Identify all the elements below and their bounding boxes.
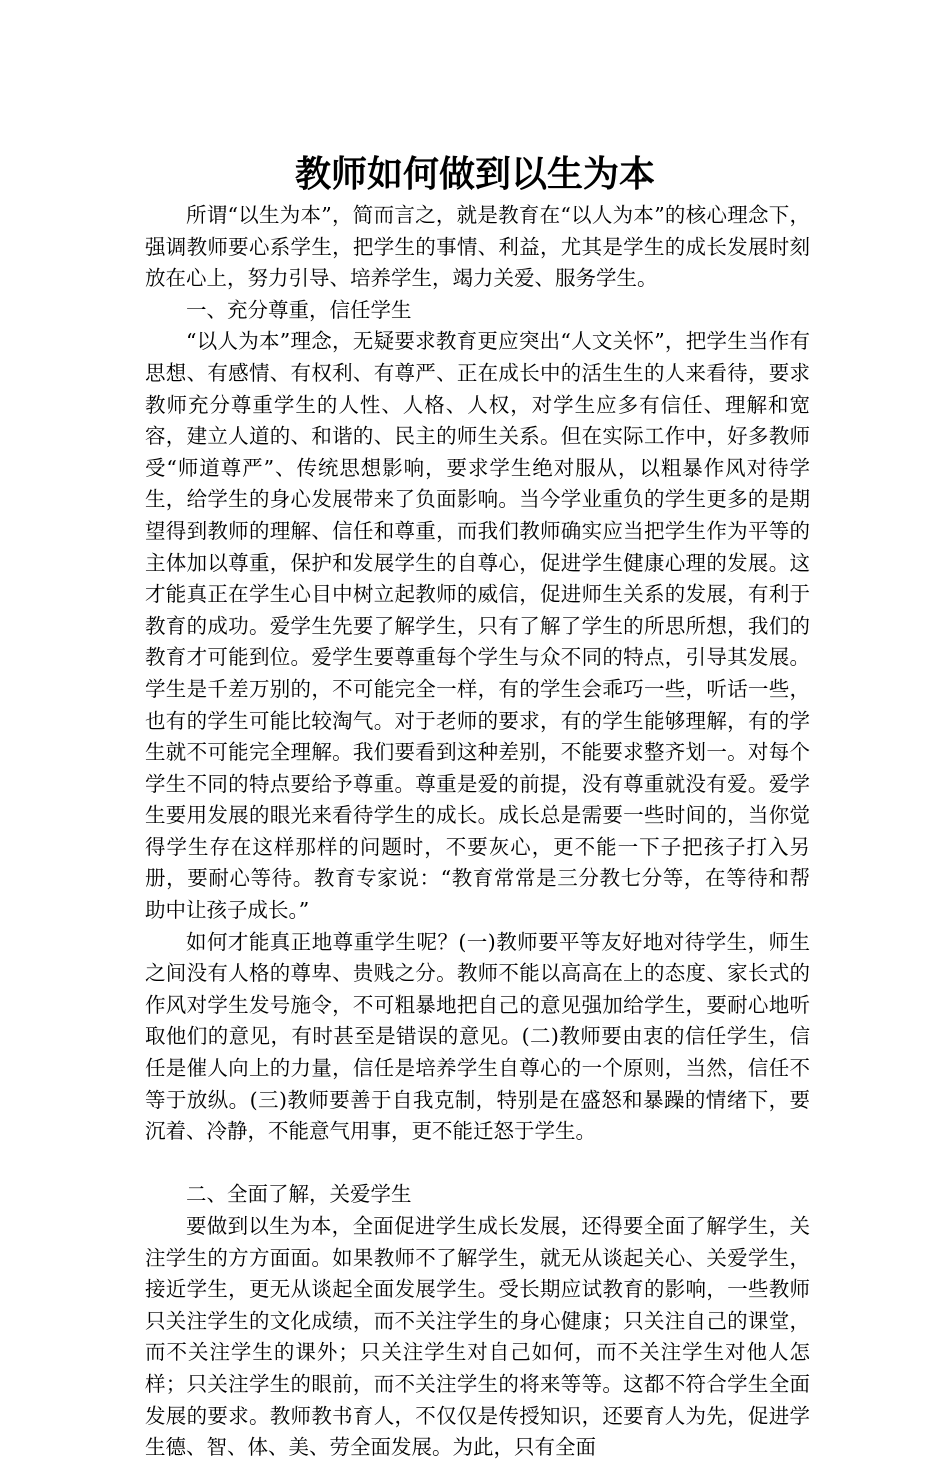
document-title: 教师如何做到以生为本 [294, 154, 655, 195]
body-paragraph: 要做到以生为本，全面促进学生成长发展，还得要全面了解学生，关注学生的方方面面。如果教师不了解学生，就无从谈起关心、关爱学生，接近学生，更无从谈起全面发展学生。受长期应试教育的影响，一些教师只关注学生的文化成绩，而不关注学生的身心健康；只关注自己的课堂，而不关注学生的课外；只关注学生对自己如何，而不关注学生对他人怎样；只关注学生的眼前，而不关注学生的将来等等。这都不符合学生全面发展的要求。教师教书育人，不仅仅是传授知识，还要育人为先，促进学生德、智、体、美、劳全面发展。为此，只有全面 [145, 1214, 810, 1460]
intro-paragraph: 所谓“以生为本”，简而言之，就是教育在“以人为本”的核心理念下，强调教师要心系学生，把学生的事情、利益，尤其是学生的成长发展时刻放在心上，努力引导、培养学生，竭力关爱、服务学生。 [145, 203, 810, 291]
document-body [145, 200, 810, 1464]
section-heading-1: 一、充分尊重，信任学生 [186, 297, 412, 322]
body-paragraph: 如何才能真正地尊重学生呢？(一)教师要平等友好地对待学生，师生之间没有人格的尊卑、贵贱之分。教师不能以高高在上的态度、家长式的作风对学生发号施令，不可粗暴地把自己的意见强加给学生，要耐心地听取他们的意见，有时甚至是错误的意见。(二)教师要由衷的信任学生，信任是催人向上的力量，信任是培养学生自尊心的一个原则，当然，信任不等于放纵。(三)教师要善于自我克制，特别是在盛怒和暴躁的情绪下，要沉着、冷静，不能意气用事，更不能迁怒于学生。 [145, 929, 810, 1144]
body-paragraph: “以人为本”理念，无疑要求教育更应突出“人文关怀”，把学生当作有思想、有感情、有权利、有尊严、正在成长中的活生生的人来看待，要求教师充分尊重学生的人性、人格、人权，对学生应多有信任、理解和宽容，建立人道的、和谐的、民主的师生关系。但在实际工作中，好多教师受“师道尊严”、传统思想影响，要求学生绝对服从，以粗暴作风对待学生，给学生的身心发展带来了负面影响。当今学业重负的学生更多的是期望得到教师的理解、信任和尊重，而我们教师确实应当把学生作为平等的主体加以尊重，保护和发展学生的自尊心，促进学生健康心理的发展。这才能真正在学生心目中树立起教师的威信，促进师生关系的发展，有利于教育的成功。爱学生先要了解学生，只有了解了学生的所思所想，我们的教育才可能到位。爱学生要尊重每个学生与众不同的特点，引导其发展。学生是千差万别的，不可能完全一样，有的学生会乖巧一些，听话一些，也有的学生可能比较淘气。对于老师的要求，有的学生能够理解，有的学生就不可能完全理解。我们要看到这种差别，不能要求整齐划一。对每个学生不同的特点要给予尊重。尊重是爱的前提，没有尊重就没有爱。爱学生要用发展的眼光来看待学生的成长。成长总是需要一些时间的，当你觉得学生存在这样那样的问题时，不要灰心，更不能一下子把孩子打入另册，要耐心等待。教育专家说：“教育常常是三分教七分等，在等待和帮助中让孩子成长。” [145, 329, 810, 923]
section-heading-2: 二、全面了解，关爱学生 [186, 1182, 412, 1207]
